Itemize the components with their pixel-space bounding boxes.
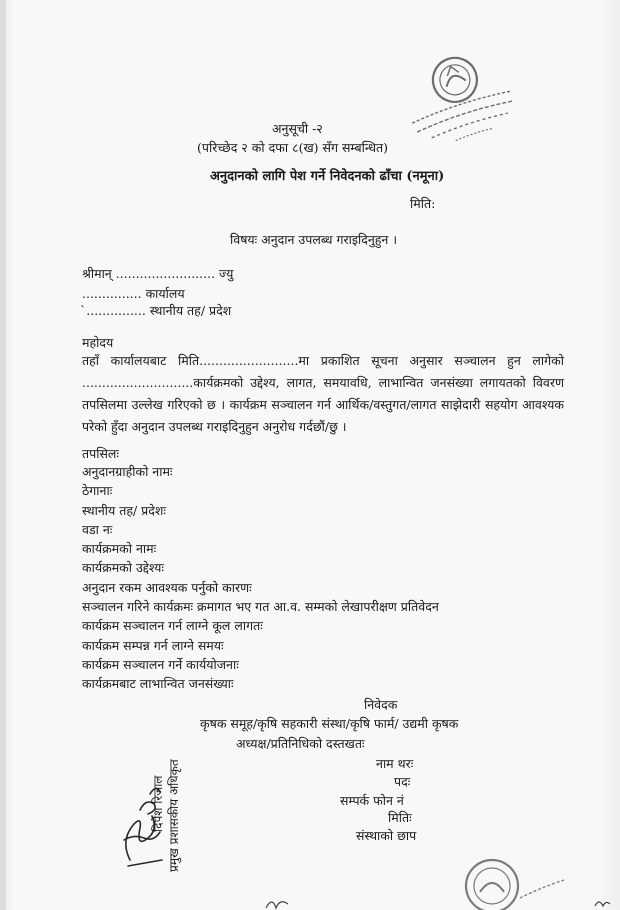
signatory-name: दिपेश रिजाल xyxy=(151,775,165,832)
details-item: स्थानीय तह/ प्रदेशः xyxy=(82,502,166,518)
salutation: महोदय xyxy=(82,335,114,350)
details-item: अनुदानग्राहीको नामः xyxy=(82,464,173,479)
details-item: सञ्चालन गरिने कार्यक्रमः क्रमागत भए गत आ.व. सम्मको लेखापरीक्षण प्रतिवेदन xyxy=(82,599,439,615)
page-edge xyxy=(0,0,6,910)
applicant-type: कृषक समूह/कृषि सहकारी संस्था/कृषि फार्म/ उद्यमी कृषक xyxy=(200,716,459,731)
details-item: कार्यक्रम सम्पन्न गर्न लाग्ने समयः xyxy=(82,637,224,653)
reference-line: (परिच्छेद २ को दफा ८(ख) सँग सम्बन्धित) xyxy=(197,140,389,155)
details-item: कार्यक्रमको उद्देश्यः xyxy=(82,560,164,576)
bottom-mark-right xyxy=(592,896,612,908)
details-item: ठेगानाः xyxy=(82,483,113,499)
details-item: कार्यक्रमबाट लाभान्वित जनसंख्याः xyxy=(82,676,234,692)
applicant-date-label: मितिः xyxy=(388,810,412,825)
details-item: कार्यक्रमको नामः xyxy=(82,541,157,557)
details-item: कार्यक्रम सञ्चालन गर्न लाग्ने कूल लागतः xyxy=(82,618,263,634)
contact-label: सम्पर्क फोन नं xyxy=(340,793,404,808)
signature-label: अध्यक्ष/प्रतिनिधिको दस्तखतः xyxy=(236,736,365,751)
details-list xyxy=(82,462,439,694)
office-seal-top xyxy=(398,50,516,142)
details-item: वडा नः xyxy=(82,521,113,537)
address-line-1: श्रीमान् ......................... ज्यु xyxy=(82,266,234,281)
details-heading: तपसिलः xyxy=(82,446,119,461)
address-line-3: `............... स्थानीय तह/ प्रदेश xyxy=(80,303,232,318)
details-item: अनुदान रकम आवश्यक पर्नुको कारणः xyxy=(82,579,252,595)
name-label: नाम थरः xyxy=(376,756,414,771)
post-label: पदः xyxy=(394,774,411,789)
office-seal-bottom xyxy=(458,852,568,910)
signatory-designation: प्रमुख प्रशासकीय अधिकृत xyxy=(167,759,181,872)
stamp-label: संस्थाको छाप xyxy=(356,828,417,843)
bottom-mark xyxy=(262,894,292,910)
annex-label: अनुसूची -२ xyxy=(272,121,323,136)
details-item: कार्यक्रम सञ्चालन गर्ने कार्ययोजनाः xyxy=(82,656,239,672)
subject-line: विषयः अनुदान उपलब्ध गराइदिनुहुन । xyxy=(230,232,398,247)
address-line-2: ............... कार्यालय xyxy=(82,286,185,301)
body-paragraph: तहाँ कार्यालयबाट मिति.........................मा प्रकाशित सूचना अनुसार सञ्चालन हुन लागेको ............................कार्यक्रमको उद्देश्य, लागत, समयावधि, लाभान्वित जनसंख्या लगायतको विवरण तपसिलमा उल्लेख गरिएको छ । कार्यक्रम सञ्चालन गर्न आर्थिक/वस्तुगत/लागत साझेदारी सहयोग आवश्यक परेको हुँदा अनुदान उपलब्ध गराइदिनुहुन अनुरोध गर्दछौं/छु । xyxy=(82,353,564,434)
date-label: मिति: xyxy=(410,196,436,211)
page-title: अनुदानको लागि पेश गर्ने निवेदनको ढाँचा (नमूना) xyxy=(210,169,445,184)
applicant-heading: निवेदक xyxy=(364,697,398,712)
